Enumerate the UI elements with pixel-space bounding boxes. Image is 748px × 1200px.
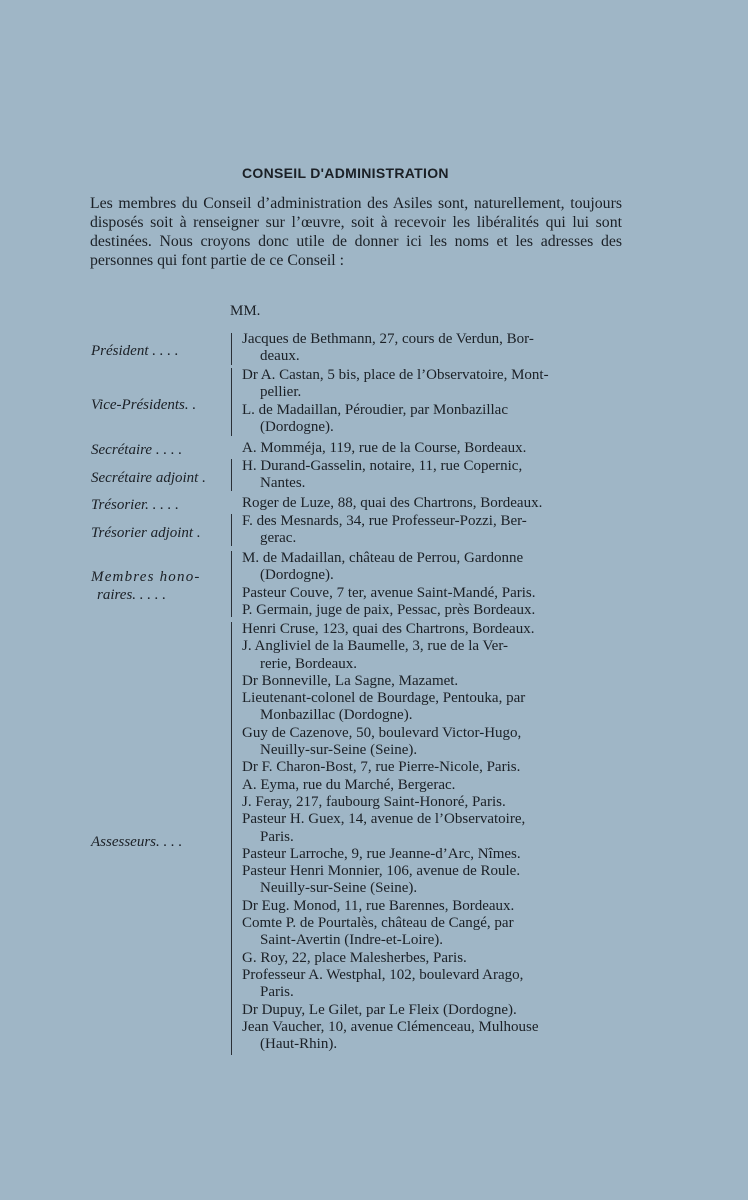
brace-secretaire-adjoint: [231, 459, 236, 491]
role-tresorier: Trésorier. . . . .: [91, 497, 179, 513]
line: Jean Vaucher, 10, avenue Clémenceau, Mulhouse: [242, 1018, 539, 1035]
entry-secretaire-adjoint: [242, 458, 624, 493]
line: G. Roy, 22, place Malesherbes, Paris.: [242, 949, 467, 966]
line: L. de Madaillan, Péroudier, par Monbazillac: [242, 401, 508, 418]
line: Jacques de Bethmann, 27, cours de Verdun, Bor-: [242, 331, 534, 347]
line: (Haut-Rhin).: [260, 1036, 338, 1053]
line: Paris.: [260, 828, 294, 845]
line: J. Feray, 217, faubourg Saint-Honoré, Paris.: [242, 793, 506, 810]
intro-paragraph: [90, 194, 622, 270]
line: Nantes.: [260, 475, 306, 492]
entry-secretaire: [242, 440, 624, 457]
role-line: raires. . . . .: [97, 587, 167, 603]
brace-assesseurs: [231, 622, 236, 1055]
line: Dr Dupuy, Le Gilet, par Le Fleix (Dordogne).: [242, 1001, 517, 1018]
intro-text: Les membres du Conseil d’administration des Asiles sont, naturellement, toujours disposés soit à renseigner sur l’œuvre, soit à recevoir les libéralités qui lui sont destinées. Nous croyons donc utile de donner ici les noms et les adresses des personnes qui font partie de ce Conseil :: [90, 195, 622, 269]
role-tresorier-adjoint: Trésorier adjoint .: [91, 525, 201, 541]
page-title: CONSEIL D'ADMINISTRATION: [242, 165, 449, 181]
line: J. Angliviel de la Baumelle, 3, rue de la Ver-: [242, 638, 509, 655]
line: Dr F. Charon-Bost, 7, rue Pierre-Nicole, Paris.: [242, 759, 521, 776]
line: Roger de Luze, 88, quai des Chartrons, Bordeaux.: [242, 495, 543, 511]
line: Lieutenant-colonel de Bourdage, Pentouka, par: [242, 690, 526, 707]
line: A. Eyma, rue du Marché, Bergerac.: [242, 776, 456, 793]
role-secretaire-adjoint: Secrétaire adjoint .: [91, 470, 206, 486]
line: Pasteur Couve, 7 ter, avenue Saint-Mandé, Paris.: [242, 584, 536, 601]
brace-vice-presidents: [231, 368, 236, 436]
role-secretaire: Secrétaire . . . .: [91, 442, 183, 458]
entry-membres-honoraires: [242, 550, 624, 619]
line: Henri Cruse, 123, quai des Chartrons, Bordeaux.: [242, 621, 535, 637]
line: deaux.: [260, 348, 300, 365]
salutation: MM.: [230, 303, 261, 319]
role-president: Président . . . .: [91, 343, 179, 359]
role-membres-honoraires: [91, 568, 236, 604]
role-line: Membres hono-: [91, 569, 201, 585]
line: Saint-Avertin (Indre-et-Loire).: [260, 932, 443, 949]
line: Paris.: [260, 984, 294, 1001]
entry-tresorier: [242, 495, 624, 512]
line: Dr Bonneville, La Sagne, Mazamet.: [242, 672, 459, 689]
entry-tresorier-adjoint: [242, 513, 624, 548]
role-vice-presidents: Vice-Présidents. .: [91, 397, 197, 413]
line: rerie, Bordeaux.: [260, 655, 358, 672]
brace-president: [231, 333, 236, 365]
line: Monbazillac (Dordogne).: [260, 707, 413, 724]
line: F. des Mesnards, 34, rue Professeur-Pozzi, Ber-: [242, 513, 527, 529]
line: M. de Madaillan, château de Perrou, Gardonne: [242, 550, 524, 566]
line: Pasteur Larroche, 9, rue Jeanne-d’Arc, Nîmes.: [242, 845, 521, 862]
line: P. Germain, juge de paix, Pessac, près Bordeaux.: [242, 601, 536, 618]
line: Pasteur H. Guex, 14, avenue de l’Observatoire,: [242, 811, 526, 828]
line: Dr A. Castan, 5 bis, place de l’Observatoire, Mont-: [242, 367, 549, 383]
line: Neuilly-sur-Seine (Seine).: [260, 742, 418, 759]
entry-vice-presidents: [242, 367, 624, 436]
role-assesseurs: Assesseurs. . . .: [91, 834, 183, 850]
brace-membres-honoraires: [231, 551, 236, 617]
line: Pasteur Henri Monnier, 106, avenue de Roule.: [242, 863, 521, 880]
line: pellier.: [260, 384, 302, 401]
line: A. Momméja, 119, rue de la Course, Bordeaux.: [242, 440, 527, 456]
line: Guy de Cazenove, 50, boulevard Victor-Hugo,: [242, 724, 522, 741]
line: Neuilly-sur-Seine (Seine).: [260, 880, 418, 897]
line: (Dordogne).: [260, 418, 334, 435]
entry-president: [242, 331, 624, 366]
line: (Dordogne).: [260, 567, 334, 584]
line: Dr Eug. Monod, 11, rue Barennes, Bordeaux.: [242, 897, 515, 914]
brace-tresorier-adjoint: [231, 514, 236, 546]
line: Comte P. de Pourtalès, château de Cangé, par: [242, 915, 514, 932]
line: H. Durand-Gasselin, notaire, 11, rue Copernic,: [242, 458, 523, 474]
line: gerac.: [260, 530, 297, 547]
entry-assesseurs: [242, 621, 624, 1053]
line: Professeur A. Westphal, 102, boulevard Arago,: [242, 966, 524, 983]
